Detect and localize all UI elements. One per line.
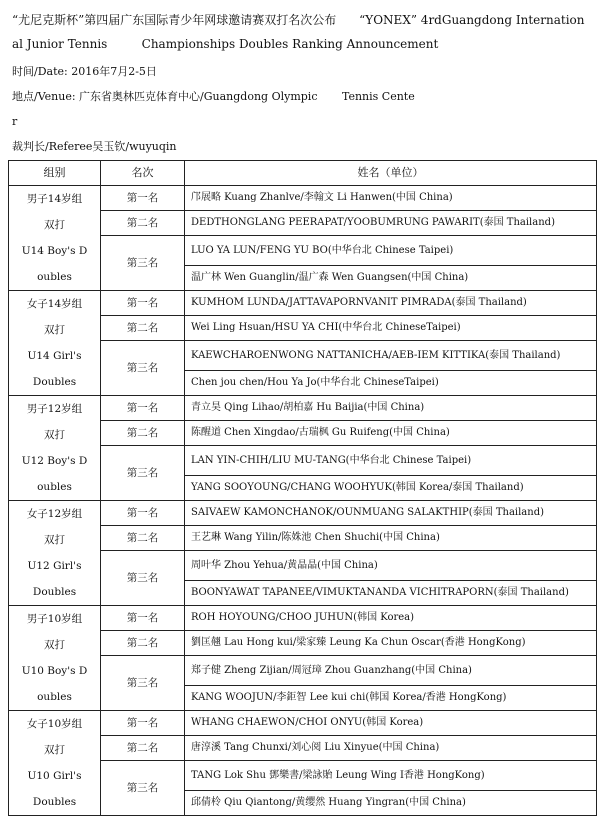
group-label-line: oubles xyxy=(37,481,72,493)
document-title-line-2: al Junior Tennis Championships Doubles Ranking Announcement xyxy=(12,37,439,51)
table-row xyxy=(9,711,597,736)
player-names-cell: 陈醒道 Chen Xingdao/古瑞枫 Gu Ruifeng(中国 China) xyxy=(185,421,597,446)
document-title-line-1: “尤尼克斯杯”第四届广东国际青少年网球邀请赛双打名次公布 “YONEX” 4rdGuangdong Internation xyxy=(12,13,585,27)
group-label-line: U12 Boy's D xyxy=(21,455,88,467)
player-names-cell: Chen jou chen/Hou Ya Jo(中华台北 ChineseTaipei) xyxy=(185,371,597,396)
group-label-cell xyxy=(9,291,101,396)
header-rank: 名次 xyxy=(101,161,185,186)
group-label-line: 女子12岁组 xyxy=(26,508,83,520)
player-names-cell: TANG Lok Shu 鄧樂書/梁詠貽 Leung Wing I香港 HongKong) xyxy=(185,761,597,791)
player-names-cell: 唐淳溪 Tang Chunxi/刘心阅 Liu Xinyue(中国 China) xyxy=(185,736,597,761)
group-label-line: 双打 xyxy=(44,219,65,231)
rank-cell: 第三名 xyxy=(101,341,185,396)
rank-cell: 第三名 xyxy=(101,446,185,501)
player-names-cell: LUO YA LUN/FENG YU BO(中华台北 Chinese Taipei) xyxy=(185,236,597,266)
group-label-line: Doubles xyxy=(32,796,77,808)
table-row xyxy=(9,501,597,526)
player-names-cell: 劉匡翹 Lau Hong kui/梁家臻 Leung Ka Chun Oscar(香港 HongKong) xyxy=(185,631,597,656)
rank-cell: 第二名 xyxy=(101,631,185,656)
header-names: 姓名（单位） xyxy=(185,161,597,186)
player-names-cell: Wei Ling Hsuan/HSU YA CHI(中华台北 ChineseTaipei) xyxy=(185,316,597,341)
group-label-line: 男子12岁组 xyxy=(26,403,83,415)
rank-cell: 第三名 xyxy=(101,656,185,711)
group-label-line: oubles xyxy=(37,271,72,283)
player-names-cell: LAN YIN-CHIH/LIU MU-TANG(中华台北 Chinese Taipei) xyxy=(185,446,597,476)
player-names-cell: 青立昊 Qing Lihao/胡柏嘉 Hu Baijia(中国 China) xyxy=(185,396,597,421)
rank-cell: 第三名 xyxy=(101,236,185,291)
group-label-line: 男子14岁组 xyxy=(26,193,83,205)
group-label-line: 双打 xyxy=(44,324,65,336)
player-names-cell: KANG WOOJUN/李鉅智 Lee kui chi(韩国 Korea/香港 HongKong) xyxy=(185,686,597,711)
group-label-line: oubles xyxy=(37,691,72,703)
group-label-line: 双打 xyxy=(44,429,65,441)
player-names-cell: 王艺琳 Wang Yilin/陈姝池 Chen Shuchi(中国 China) xyxy=(185,526,597,551)
group-label-cell xyxy=(9,396,101,501)
event-referee: 裁判长/Referee吴玉钦/wuyuqin xyxy=(12,140,177,153)
header-group: 组别 xyxy=(9,161,101,186)
table-body xyxy=(9,186,597,816)
rank-cell: 第二名 xyxy=(101,421,185,446)
event-venue-continued: r xyxy=(12,115,18,128)
event-venue: 地点/Venue: 广东省奥林匹克体育中心/Guangdong Olympic Tennis Cente xyxy=(12,90,415,103)
group-label-line: 女子10岁组 xyxy=(26,718,83,730)
rank-cell: 第二名 xyxy=(101,316,185,341)
group-label-line: Doubles xyxy=(32,586,77,598)
rank-cell: 第三名 xyxy=(101,761,185,816)
group-label-cell xyxy=(9,501,101,606)
player-names-cell: ROH HOYOUNG/CHOO JUHUN(韩国 Korea) xyxy=(185,606,597,631)
group-label-line: 双打 xyxy=(44,639,65,651)
rank-cell: 第三名 xyxy=(101,551,185,606)
group-label-line: 双打 xyxy=(44,744,65,756)
group-label-cell xyxy=(9,711,101,816)
rank-cell: 第一名 xyxy=(101,711,185,736)
rank-cell: 第二名 xyxy=(101,526,185,551)
player-names-cell: BOONYAWAT TAPANEE/VIMUKTANANDA VICHITRAPORN(泰国 Thailand) xyxy=(185,581,597,606)
player-names-cell: 邱倩柃 Qiu Qiantong/黄缨然 Huang Yingran(中国 China) xyxy=(185,791,597,816)
group-label-line: U10 Boy's D xyxy=(21,665,88,677)
player-names-cell: KAEWCHAROENWONG NATTANICHA/AEB-IEM KITTIKA(泰国 Thailand) xyxy=(185,341,597,371)
player-names-cell: 周叶华 Zhou Yehua/黄晶晶(中国 China) xyxy=(185,551,597,581)
player-names-cell: 温广林 Wen Guanglin/温广森 Wen Guangsen(中国 China) xyxy=(185,266,597,291)
group-label-line: 男子10岁组 xyxy=(26,613,83,625)
group-label-cell xyxy=(9,186,101,291)
event-date: 时间/Date: 2016年7月2-5日 xyxy=(12,65,157,78)
table-row xyxy=(9,291,597,316)
player-names-cell: WHANG CHAEWON/CHOI ONYU(韩国 Korea) xyxy=(185,711,597,736)
group-label-line: Doubles xyxy=(32,376,77,388)
rank-cell: 第二名 xyxy=(101,736,185,761)
player-names-cell: 邝展略 Kuang Zhanlve/李翰文 Li Hanwen(中国 China) xyxy=(185,186,597,211)
table-header-row xyxy=(9,161,597,186)
rank-cell: 第一名 xyxy=(101,396,185,421)
group-label-line: U10 Girl's xyxy=(27,770,82,782)
group-label-line: 女子14岁组 xyxy=(26,298,83,310)
group-label-line: U14 Girl's xyxy=(27,350,82,362)
player-names-cell: SAIVAEW KAMONCHANOK/OUNMUANG SALAKTHIP(泰国 Thailand) xyxy=(185,501,597,526)
table-row xyxy=(9,396,597,421)
player-names-cell: KUMHOM LUNDA/JATTAVAPORNVANIT PIMRADA(泰国 Thailand) xyxy=(185,291,597,316)
player-names-cell: YANG SOOYOUNG/CHANG WOOHYUK(韩国 Korea/泰国 Thailand) xyxy=(185,476,597,501)
group-label-line: U12 Girl's xyxy=(27,560,82,572)
rank-cell: 第一名 xyxy=(101,606,185,631)
player-names-cell: DEDTHONGLANG PEERAPAT/YOOBUMRUNG PAWARIT(泰国 Thailand) xyxy=(185,211,597,236)
rank-cell: 第一名 xyxy=(101,186,185,211)
doubles-ranking-table xyxy=(8,160,597,816)
table-row xyxy=(9,606,597,631)
rank-cell: 第一名 xyxy=(101,291,185,316)
rank-cell: 第一名 xyxy=(101,501,185,526)
player-names-cell: 郑子健 Zheng Zijian/周冠璋 Zhou Guanzhang(中国 China) xyxy=(185,656,597,686)
group-label-cell xyxy=(9,606,101,711)
table-row xyxy=(9,186,597,211)
rank-cell: 第二名 xyxy=(101,211,185,236)
group-label-line: 双打 xyxy=(44,534,65,546)
group-label-line: U14 Boy's D xyxy=(21,245,88,257)
